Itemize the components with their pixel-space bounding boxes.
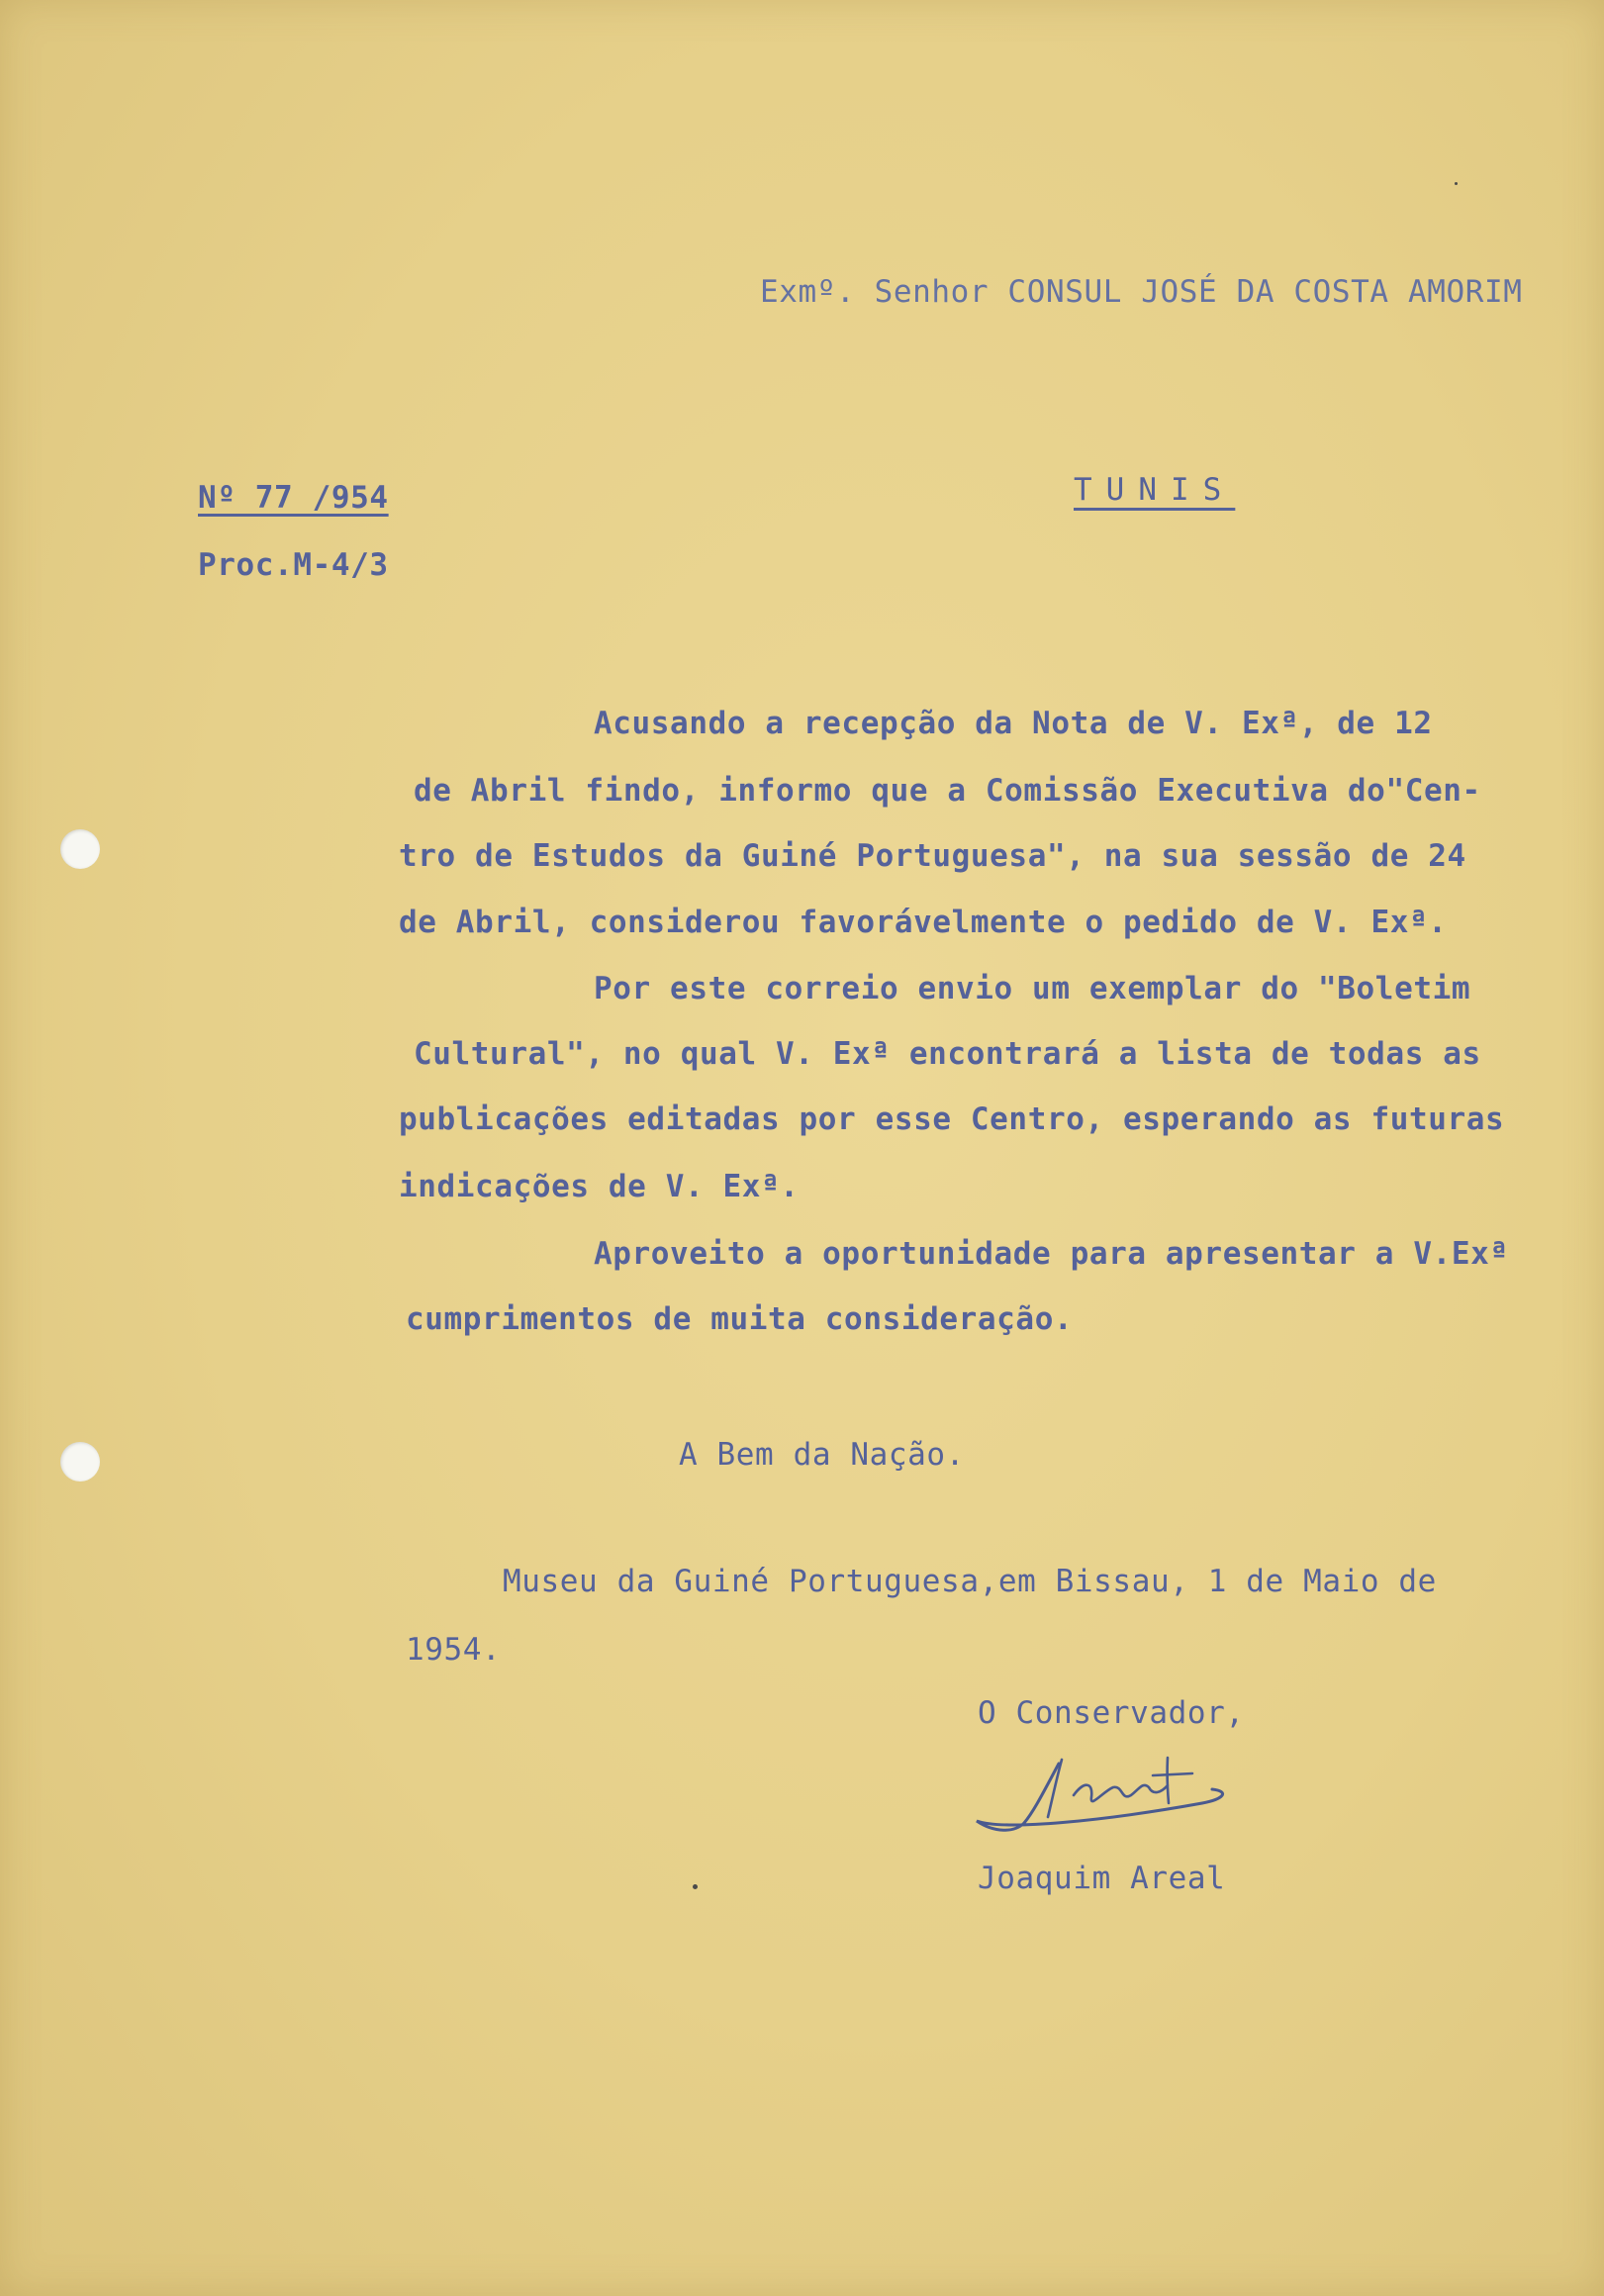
body-line: tro de Estudos da Guiné Portuguesa", na sua sessão de 24 bbox=[399, 838, 1466, 874]
reference-process: Proc.M-4/3 bbox=[198, 547, 389, 583]
place-date-line-1: Museu da Guiné Portuguesa,em Bissau, 1 de Maio de bbox=[503, 1564, 1437, 1599]
body-line: cumprimentos de muita consideração. bbox=[406, 1301, 1074, 1337]
handwritten-signature bbox=[965, 1752, 1262, 1846]
body-line: de Abril findo, informo que a Comissão Executiva do"Cen- bbox=[414, 773, 1481, 809]
body-line: de Abril, considerou favorávelmente o pedido de V. Exª. bbox=[399, 905, 1448, 940]
signer-title: O Conservador, bbox=[978, 1695, 1245, 1731]
body-line: Acusando a recepção da Nota de V. Exª, de 12 bbox=[594, 706, 1433, 741]
body-line: Cultural", no qual V. Exª encontrará a lista de todas as bbox=[414, 1036, 1481, 1072]
addressee-line: Exmº. Senhor CONSUL JOSÉ DA COSTA AMORIM bbox=[760, 274, 1523, 310]
closing-salutation: A Bem da Nação. bbox=[679, 1437, 965, 1473]
body-line: publicações editadas por esse Centro, esperando as futuras bbox=[399, 1101, 1505, 1137]
destination-city: TUNIS bbox=[1074, 472, 1236, 508]
body-line: Por este correio envio um exemplar do "Boletim bbox=[594, 971, 1471, 1006]
punch-hole-top bbox=[60, 829, 100, 869]
punch-hole-bottom bbox=[60, 1442, 100, 1482]
ink-speck bbox=[1455, 182, 1458, 185]
signer-name: Joaquim Areal bbox=[978, 1861, 1226, 1896]
place-date-line-2: 1954. bbox=[406, 1632, 502, 1668]
reference-number: Nº 77 /954 bbox=[198, 480, 389, 516]
ink-speck bbox=[693, 1884, 698, 1889]
body-line: Aproveito a oportunidade para apresentar a V.Exª bbox=[594, 1236, 1509, 1272]
body-line: indicações de V. Exª. bbox=[399, 1169, 800, 1204]
